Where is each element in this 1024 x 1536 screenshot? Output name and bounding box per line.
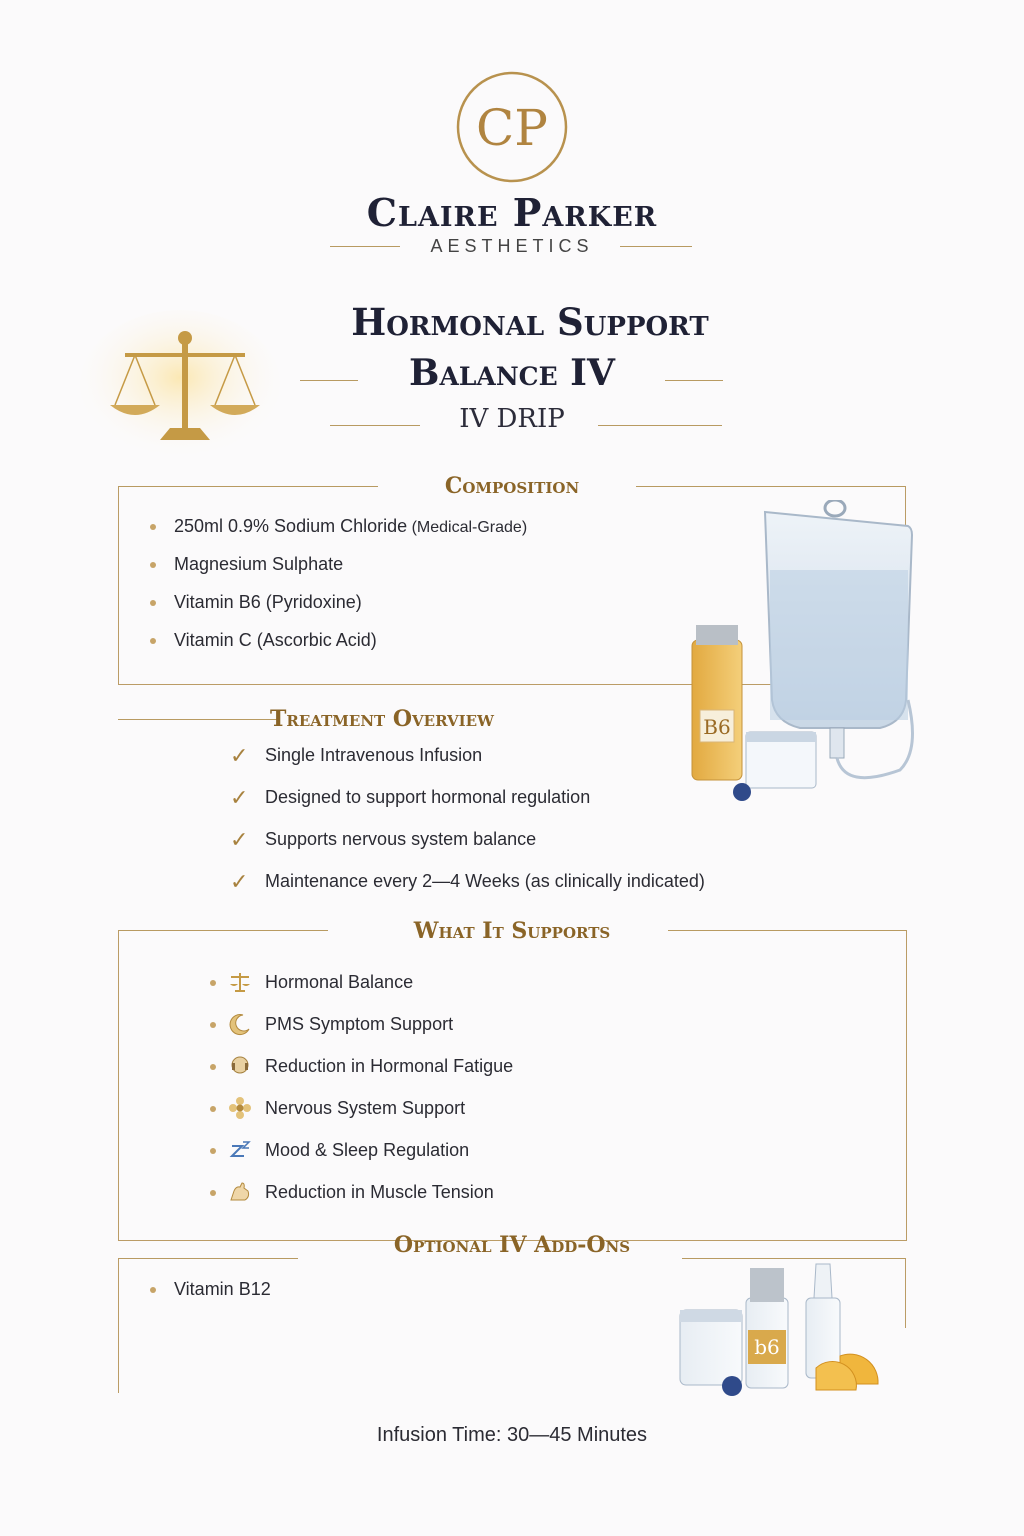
bullet-dot: [210, 1106, 216, 1112]
bullet-dot: [150, 600, 156, 606]
list-item: ✓ Single Intravenous Infusion: [230, 743, 483, 768]
vials-illustration: [650, 1258, 910, 1403]
bullet-dot: [210, 1148, 216, 1154]
treatment-title: Hormonal Support: [351, 300, 709, 344]
check-icon: ✓: [230, 743, 249, 768]
list-item: Mood & Sleep Regulation: [210, 1140, 710, 1182]
arm-icon: [228, 1180, 252, 1204]
check-icon: ✓: [230, 869, 249, 894]
list-item: Nervous System Support: [210, 1098, 710, 1140]
list-item: ✓ Designed to support hormonal regulation: [230, 785, 591, 810]
list-item: PMS Symptom Support: [210, 1014, 710, 1056]
head-icon: [228, 1054, 252, 1078]
bullet-dot: [150, 1287, 156, 1293]
list-item: Vitamin B6 (Pyridoxine): [150, 592, 710, 630]
list-item: Vitamin B12: [150, 1279, 450, 1317]
bullet-dot: [210, 1190, 216, 1196]
list-item: Reduction in Hormonal Fatigue: [210, 1056, 710, 1098]
treatment-subtitle: Balance IV: [409, 352, 615, 394]
brand-tagline: AESTHETICS: [430, 236, 594, 256]
supports-heading: What It Supports: [413, 918, 611, 944]
supports-list: [210, 972, 710, 1224]
list-item: ✓ Supports nervous system balance: [230, 827, 537, 852]
scales-icon: [228, 970, 252, 994]
list-item: 250ml 0.9% Sodium Chloride (Medical-Grade): [150, 516, 710, 554]
bullet-dot: [150, 562, 156, 568]
bullet-dot: [210, 1022, 216, 1028]
zzz-icon: [228, 1138, 252, 1162]
brand-tagline-row: [0, 236, 1024, 266]
monogram-text: CP: [476, 99, 548, 157]
bullet-dot: [150, 638, 156, 644]
composition-list: [150, 516, 710, 668]
composition-heading: Composition: [444, 473, 580, 499]
cp-monogram-logo: [455, 70, 569, 184]
infusion-time: Infusion Time: 30—45 Minutes: [376, 1424, 648, 1446]
check-icon: ✓: [230, 785, 249, 810]
b6-vial-label-small: b6: [754, 1335, 780, 1359]
bullet-dot: [210, 1064, 216, 1070]
divider: [118, 1258, 298, 1259]
bullet-dot: [150, 524, 156, 530]
list-item: Vitamin C (Ascorbic Acid): [150, 630, 710, 668]
check-icon: ✓: [230, 827, 249, 852]
list-item: Reduction in Muscle Tension: [210, 1182, 710, 1224]
list-item: Hormonal Balance: [210, 972, 710, 1014]
overview-list: [230, 745, 830, 913]
flower-icon: [228, 1096, 252, 1120]
moon-icon: [228, 1012, 252, 1036]
b6-vial-label: B6: [703, 715, 731, 739]
addons-list: [150, 1279, 450, 1317]
bullet-dot: [210, 980, 216, 986]
list-item: ✓ Maintenance every 2—4 Weeks (as clinically indicated): [230, 869, 705, 894]
list-item: Magnesium Sulphate: [150, 554, 710, 592]
overview-heading: Treatment Overview: [270, 706, 494, 732]
treatment-type: IV DRIP: [459, 404, 565, 434]
box-edge: [118, 1258, 119, 1393]
brand-name: Claire Parker: [366, 190, 658, 235]
addons-heading: Optional IV Add-Ons: [393, 1232, 631, 1258]
